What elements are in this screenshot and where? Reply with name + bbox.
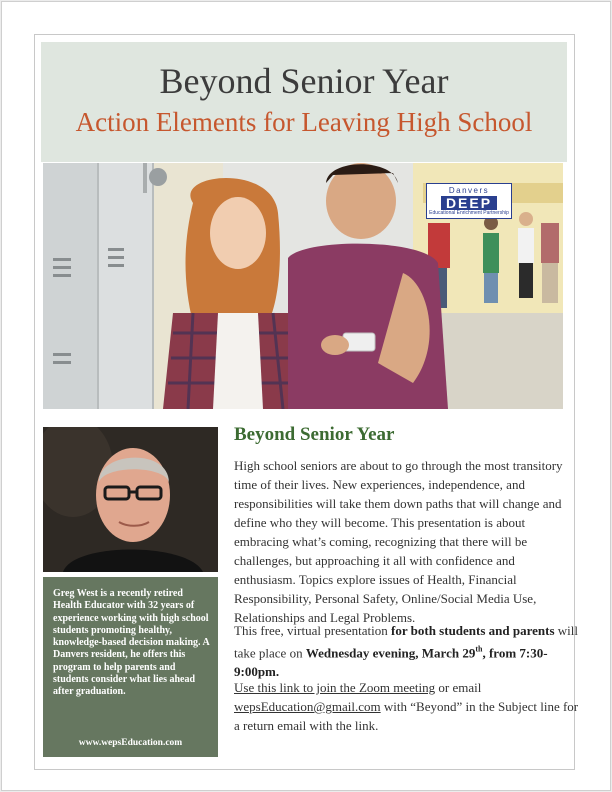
danvers-deep-logo xyxy=(426,183,512,219)
presenter-bio: Greg West is a recently retired Health Educator with 32 years of experience working with high school students promoting healthy, knowledge-based decision making. A Danvers resident, he offers this program to help parents and students consider what lies ahead after graduation. xyxy=(53,588,210,698)
website-text: www.wepsEducation.com xyxy=(78,738,183,748)
event-text-pre: This free, virtual presentation xyxy=(234,623,392,638)
email-suffix-text: with “Beyond” in the Subject line for a return email with the link. xyxy=(234,699,579,733)
email-link[interactable]: wepsEducation@gmail.com xyxy=(234,699,381,714)
event-date: Wednesday evening, March 29 xyxy=(305,645,476,661)
event-paragraph xyxy=(234,621,579,681)
section-heading: Beyond Senior Year xyxy=(234,424,395,445)
description-paragraph: High school seniors are about to go through the most transitory time of their lives. New experiences, independence, and responsibilities will take them down paths that will change and define who they will become. This presentation is about embracing what’s coming, recognizing that there will be challenges, but approaching it all with confidence and enthusiasm. Topics explore issues of Health, Financial Responsibility, Personal Safety, Online/Social Media Use, Relationships and Legal Problems. xyxy=(234,458,563,625)
header-banner xyxy=(41,42,567,162)
logo-line-2: DEEP xyxy=(441,196,497,210)
presenter-bio-box xyxy=(43,577,218,757)
logo-line-3: Educational Enrichment Partnership xyxy=(429,210,509,216)
main-content xyxy=(234,424,579,733)
zoom-link[interactable]: Use this link to join the Zoom meeting xyxy=(234,680,436,695)
page-title: Beyond Senior Year xyxy=(159,61,449,101)
contact-paragraph xyxy=(234,678,579,735)
event-date-suffix: th xyxy=(475,645,483,654)
or-email-text: or email xyxy=(435,680,482,695)
event-audience: for both students and parents xyxy=(391,623,555,638)
presenter-portrait xyxy=(43,427,218,572)
event-text-mid: will take place on xyxy=(234,623,579,661)
event-time: , from 7:30-9:00pm. xyxy=(234,645,548,680)
logo-line-1: Danvers xyxy=(448,186,490,195)
page-subtitle: Action Elements for Leaving High School xyxy=(75,107,533,137)
